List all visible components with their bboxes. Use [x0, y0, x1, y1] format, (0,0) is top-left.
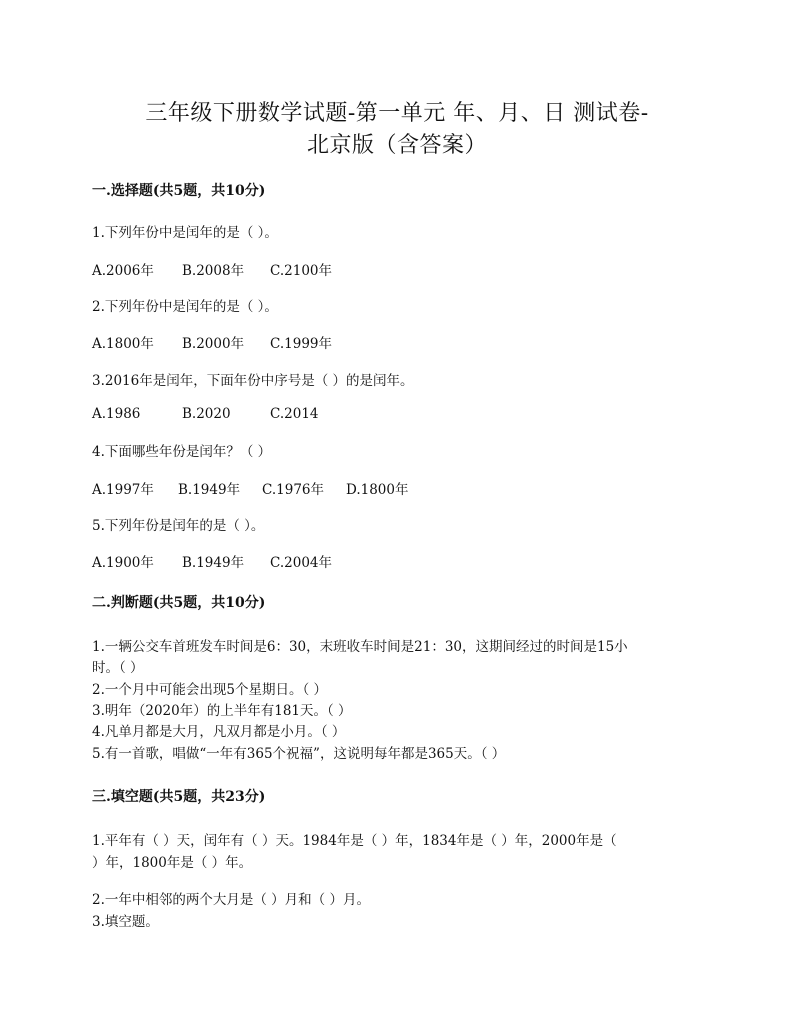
question-1-1: 1.下列年份中是闰年的是（ ）。 — [92, 225, 278, 241]
question-1-4: 4.下面哪些年份是闰年？（ ） — [92, 444, 272, 460]
judgment-line-2: 时。（ ） — [92, 660, 144, 676]
option-b: B.2008年 — [182, 263, 245, 279]
fill-line-2: ）年，1800年是（ ）年。 — [92, 855, 253, 871]
judgment-line-5: 4.凡单月都是大月，凡双月都是小月。（ ） — [92, 724, 346, 740]
judgment-line-3: 2.一个月中可能会出现5个星期日。（ ） — [92, 682, 328, 698]
option-c: C.1976年 — [262, 482, 324, 498]
fill-line-1: 1.平年有（ ）天，闰年有（ ）天。1984年是（ ）年，1834年是（ ）年，2000年是（ — [92, 833, 617, 849]
question-1-2: 2.下列年份中是闰年的是（ ）。 — [92, 299, 278, 315]
option-a: A.1800年 — [92, 336, 154, 352]
option-b: B.1949年 — [178, 482, 241, 498]
option-c: C.2014 — [270, 406, 319, 422]
option-c: C.1999年 — [270, 336, 332, 352]
document-title-line-2: 北京版（含答案） — [306, 133, 487, 158]
option-c: C.2100年 — [270, 263, 332, 279]
option-d: D.1800年 — [346, 482, 409, 498]
option-a: A.1997年 — [92, 482, 154, 498]
question-1-5: 5.下列年份是闰年的是（ ）。 — [92, 518, 265, 534]
fill-line-4: 3.填空题。 — [92, 914, 159, 930]
fill-line-3: 2.一年中相邻的两个大月是（ ）月和（ ）月。 — [92, 892, 370, 908]
option-c: C.2004年 — [270, 555, 332, 571]
option-b: B.2020 — [182, 406, 231, 422]
section-1-heading: 一.选择题(共5题，共10分) — [92, 183, 266, 199]
option-b: B.1949年 — [182, 555, 245, 571]
option-a: A.1986 — [92, 406, 141, 422]
option-a: A.1900年 — [92, 555, 154, 571]
section-2-heading: 二.判断题(共5题，共10分) — [92, 595, 266, 611]
judgment-line-1: 1.一辆公交车首班发车时间是6：30，末班收车时间是21：30，这期间经过的时间是15小 — [92, 639, 628, 655]
question-1-3: 3.2016年是闰年，下面年份中序号是（ ）的是闰年。 — [92, 373, 414, 389]
option-a: A.2006年 — [92, 263, 154, 279]
judgment-line-4: 3.明年（2020年）的上半年有181天。（ ） — [92, 703, 352, 719]
section-3-heading: 三.填空题(共5题，共23分) — [92, 789, 266, 805]
document-title-line-1: 三年级下册数学试题-第一单元 年、月、日 测试卷- — [145, 101, 649, 126]
option-b: B.2000年 — [182, 336, 245, 352]
judgment-line-6: 5.有一首歌，唱做“一年有365个祝福”，这说明每年都是365天。（ ） — [92, 746, 506, 762]
